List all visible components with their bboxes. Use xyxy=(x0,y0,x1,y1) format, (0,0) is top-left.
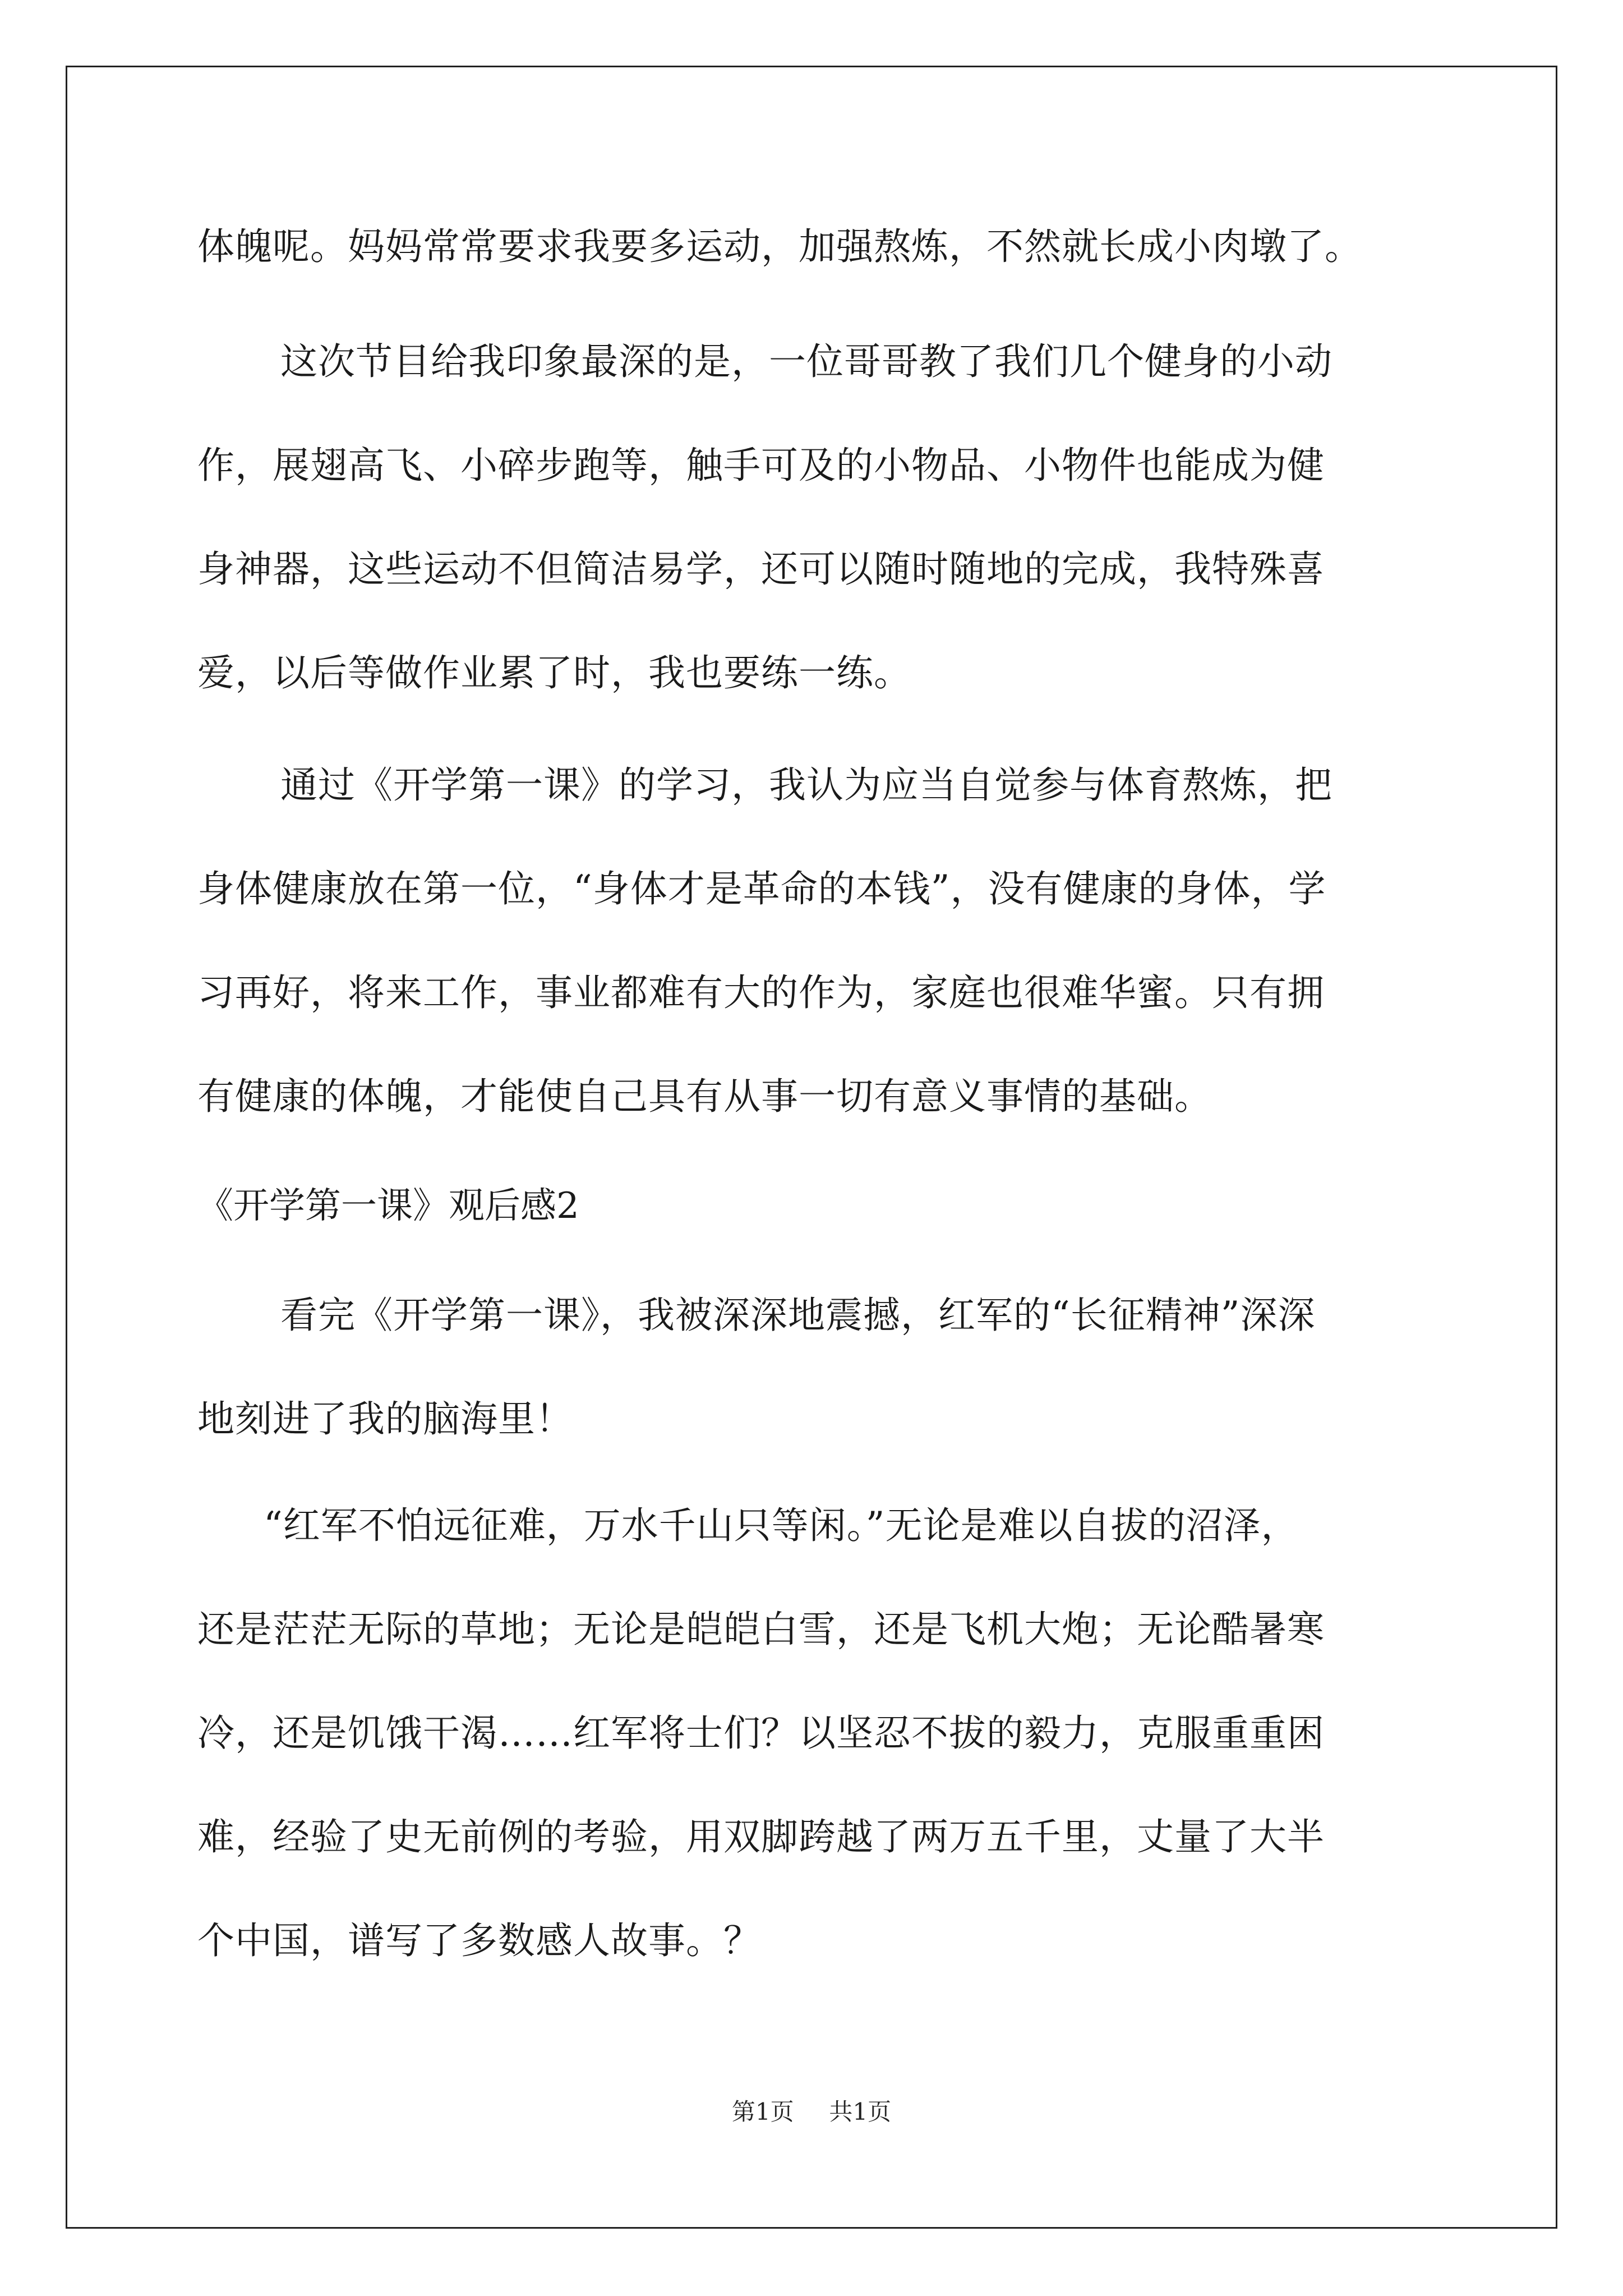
paragraph-line: 通过《开学第一课》的学习，我认为应当自觉参与体育熬炼，把 xyxy=(280,763,1332,807)
page-number: 第1页 xyxy=(731,2098,794,2125)
paragraph-line: 地刻进了我的脑海里！ xyxy=(197,1397,573,1441)
paragraph-line: 身神器，这些运动不但简洁易学，还可以随时随地的完成，我特殊喜 xyxy=(197,547,1325,591)
paragraph-line: 作，展翅高飞、小碎步跑等，触手可及的小物品、小物件也能成为健 xyxy=(197,444,1325,487)
paragraph-line: 还是茫茫无际的草地；无论是皑皑白雪，还是飞机大炮；无论酷暑寒 xyxy=(197,1608,1325,1651)
paragraph-line: 个中国，谱写了多数感人故事。？ xyxy=(197,1919,761,1962)
paragraph-line: 这次节目给我印象最深的是，一位哥哥教了我们几个健身的小动 xyxy=(280,340,1332,383)
paragraph-line: 习再好，将来工作，事业都难有大的作为，家庭也很难华蜜。只有拥 xyxy=(197,971,1325,1014)
paragraph-line: “红军不怕远征难，万水千山只等闲。”无论是难以自拔的沼泽， xyxy=(264,1504,1299,1547)
page-total: 共1页 xyxy=(829,2098,892,2125)
paragraph-line: 爱，以后等做作业累了时，我也要练一练。 xyxy=(197,651,911,694)
page-footer xyxy=(0,2098,1623,2126)
paragraph-line: 看完《开学第一课》，我被深深地震撼，红军的“长征精神”深深 xyxy=(280,1294,1316,1337)
paragraph-line: 冷，还是饥饿干渴……红军将士们？以坚忍不拔的毅力，克服重重困 xyxy=(197,1711,1325,1755)
section-heading: 《开学第一课》观后感2 xyxy=(197,1185,579,1227)
paragraph-line: 体魄呢。妈妈常常要求我要多运动，加强熬炼，不然就长成小肉墩了。 xyxy=(197,225,1362,268)
paragraph-line: 有健康的体魄，才能使自己具有从事一切有意义事情的基础。 xyxy=(197,1075,1212,1118)
paragraph-line: 身体健康放在第一位，“身体才是革命的本钱”，没有健康的身体，学 xyxy=(197,867,1326,910)
paragraph-line: 难，经验了史无前例的考验，用双脚跨越了两万五千里，丈量了大半 xyxy=(197,1815,1325,1858)
page-border xyxy=(66,66,1557,2229)
